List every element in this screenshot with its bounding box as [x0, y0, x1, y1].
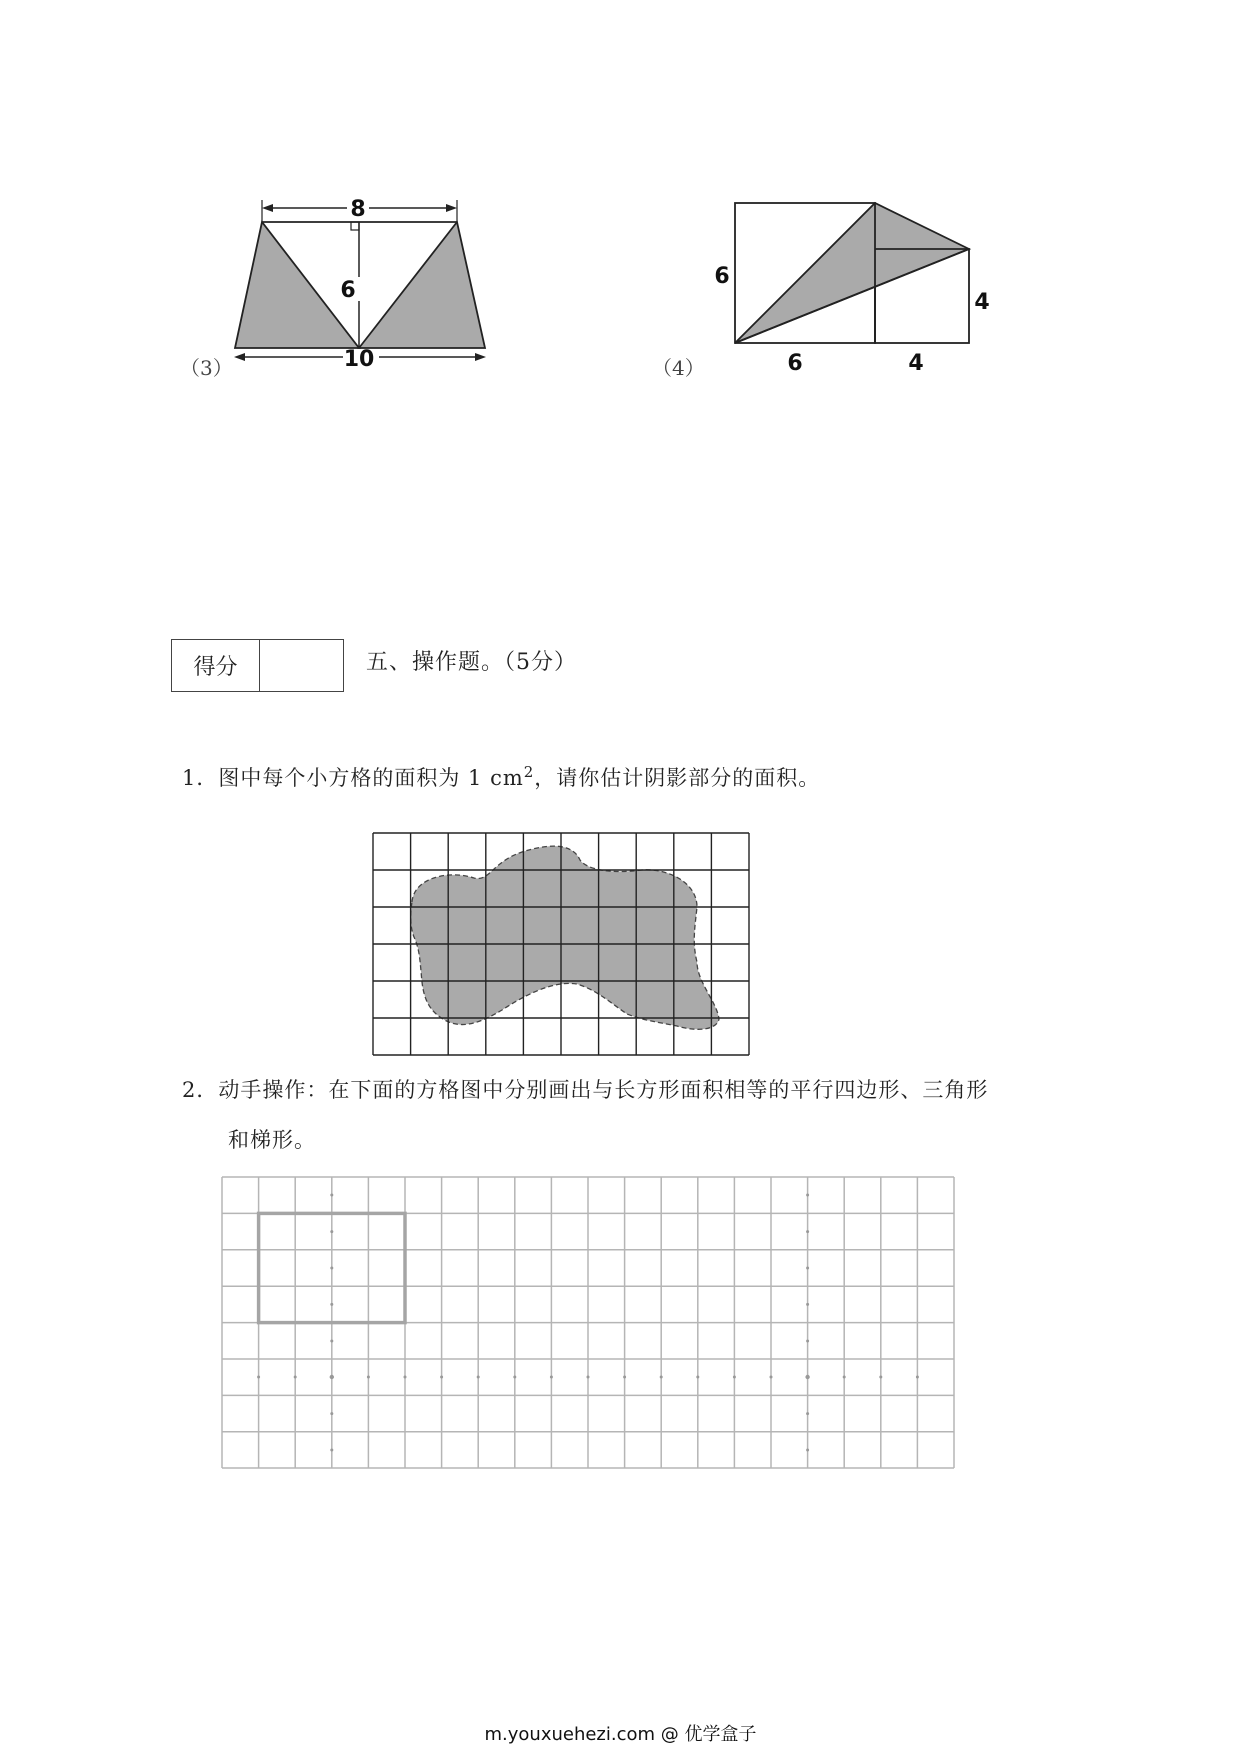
fig3-bottom-arrowhead-right [475, 353, 486, 361]
fig3-top-width-label: 8 [350, 197, 366, 222]
score-label: 得分 [172, 640, 260, 691]
irregular-shaded-shape [411, 846, 719, 1029]
fig4-left-height-label: 6 [714, 264, 730, 289]
figure-4-label: （4） [652, 356, 705, 380]
fig3-top-arrowhead-right [446, 204, 457, 212]
fig3-right-angle-mark [351, 222, 359, 230]
fig3-top-arrowhead-left [262, 204, 273, 212]
fig4-bottom-left-label: 6 [787, 351, 803, 376]
fig4-bottom-right-label: 4 [908, 351, 924, 376]
question-2-line-1: 2．动手操作：在下面的方格图中分别画出与长方形面积相等的平行四边形、三角形 [182, 1078, 989, 1102]
fig3-right-shaded-triangle [359, 222, 485, 348]
figure-3-label: （3） [180, 356, 233, 380]
drawing-grid [220, 1175, 960, 1471]
fig3-bottom-width-label: 10 [343, 347, 375, 372]
section-title: 五、操作题。（5分） [366, 650, 577, 675]
question-1-suffix: ，请你估计阴影部分的面积。 [534, 766, 821, 790]
figure-3 [225, 195, 505, 380]
figure-4 [700, 195, 990, 385]
fig3-height-label: 6 [340, 278, 356, 303]
fig3-bottom-arrowhead-left [234, 353, 245, 361]
estimation-grid [372, 832, 750, 1058]
fig4-right-height-label: 4 [974, 290, 990, 315]
score-box [171, 639, 344, 692]
question-1-superscript: 2 [523, 763, 535, 781]
fig4-shaded-triangle [735, 203, 969, 343]
question-2-line-2: 和梯形。 [228, 1128, 316, 1152]
question-1-prefix: 1．图中每个小方格的面积为 1 cm [182, 766, 524, 790]
question-1 [182, 765, 820, 789]
score-value[interactable] [260, 640, 343, 691]
footer-watermark: m.youxuehezi.com @ 优学盒子 [484, 1724, 757, 1745]
